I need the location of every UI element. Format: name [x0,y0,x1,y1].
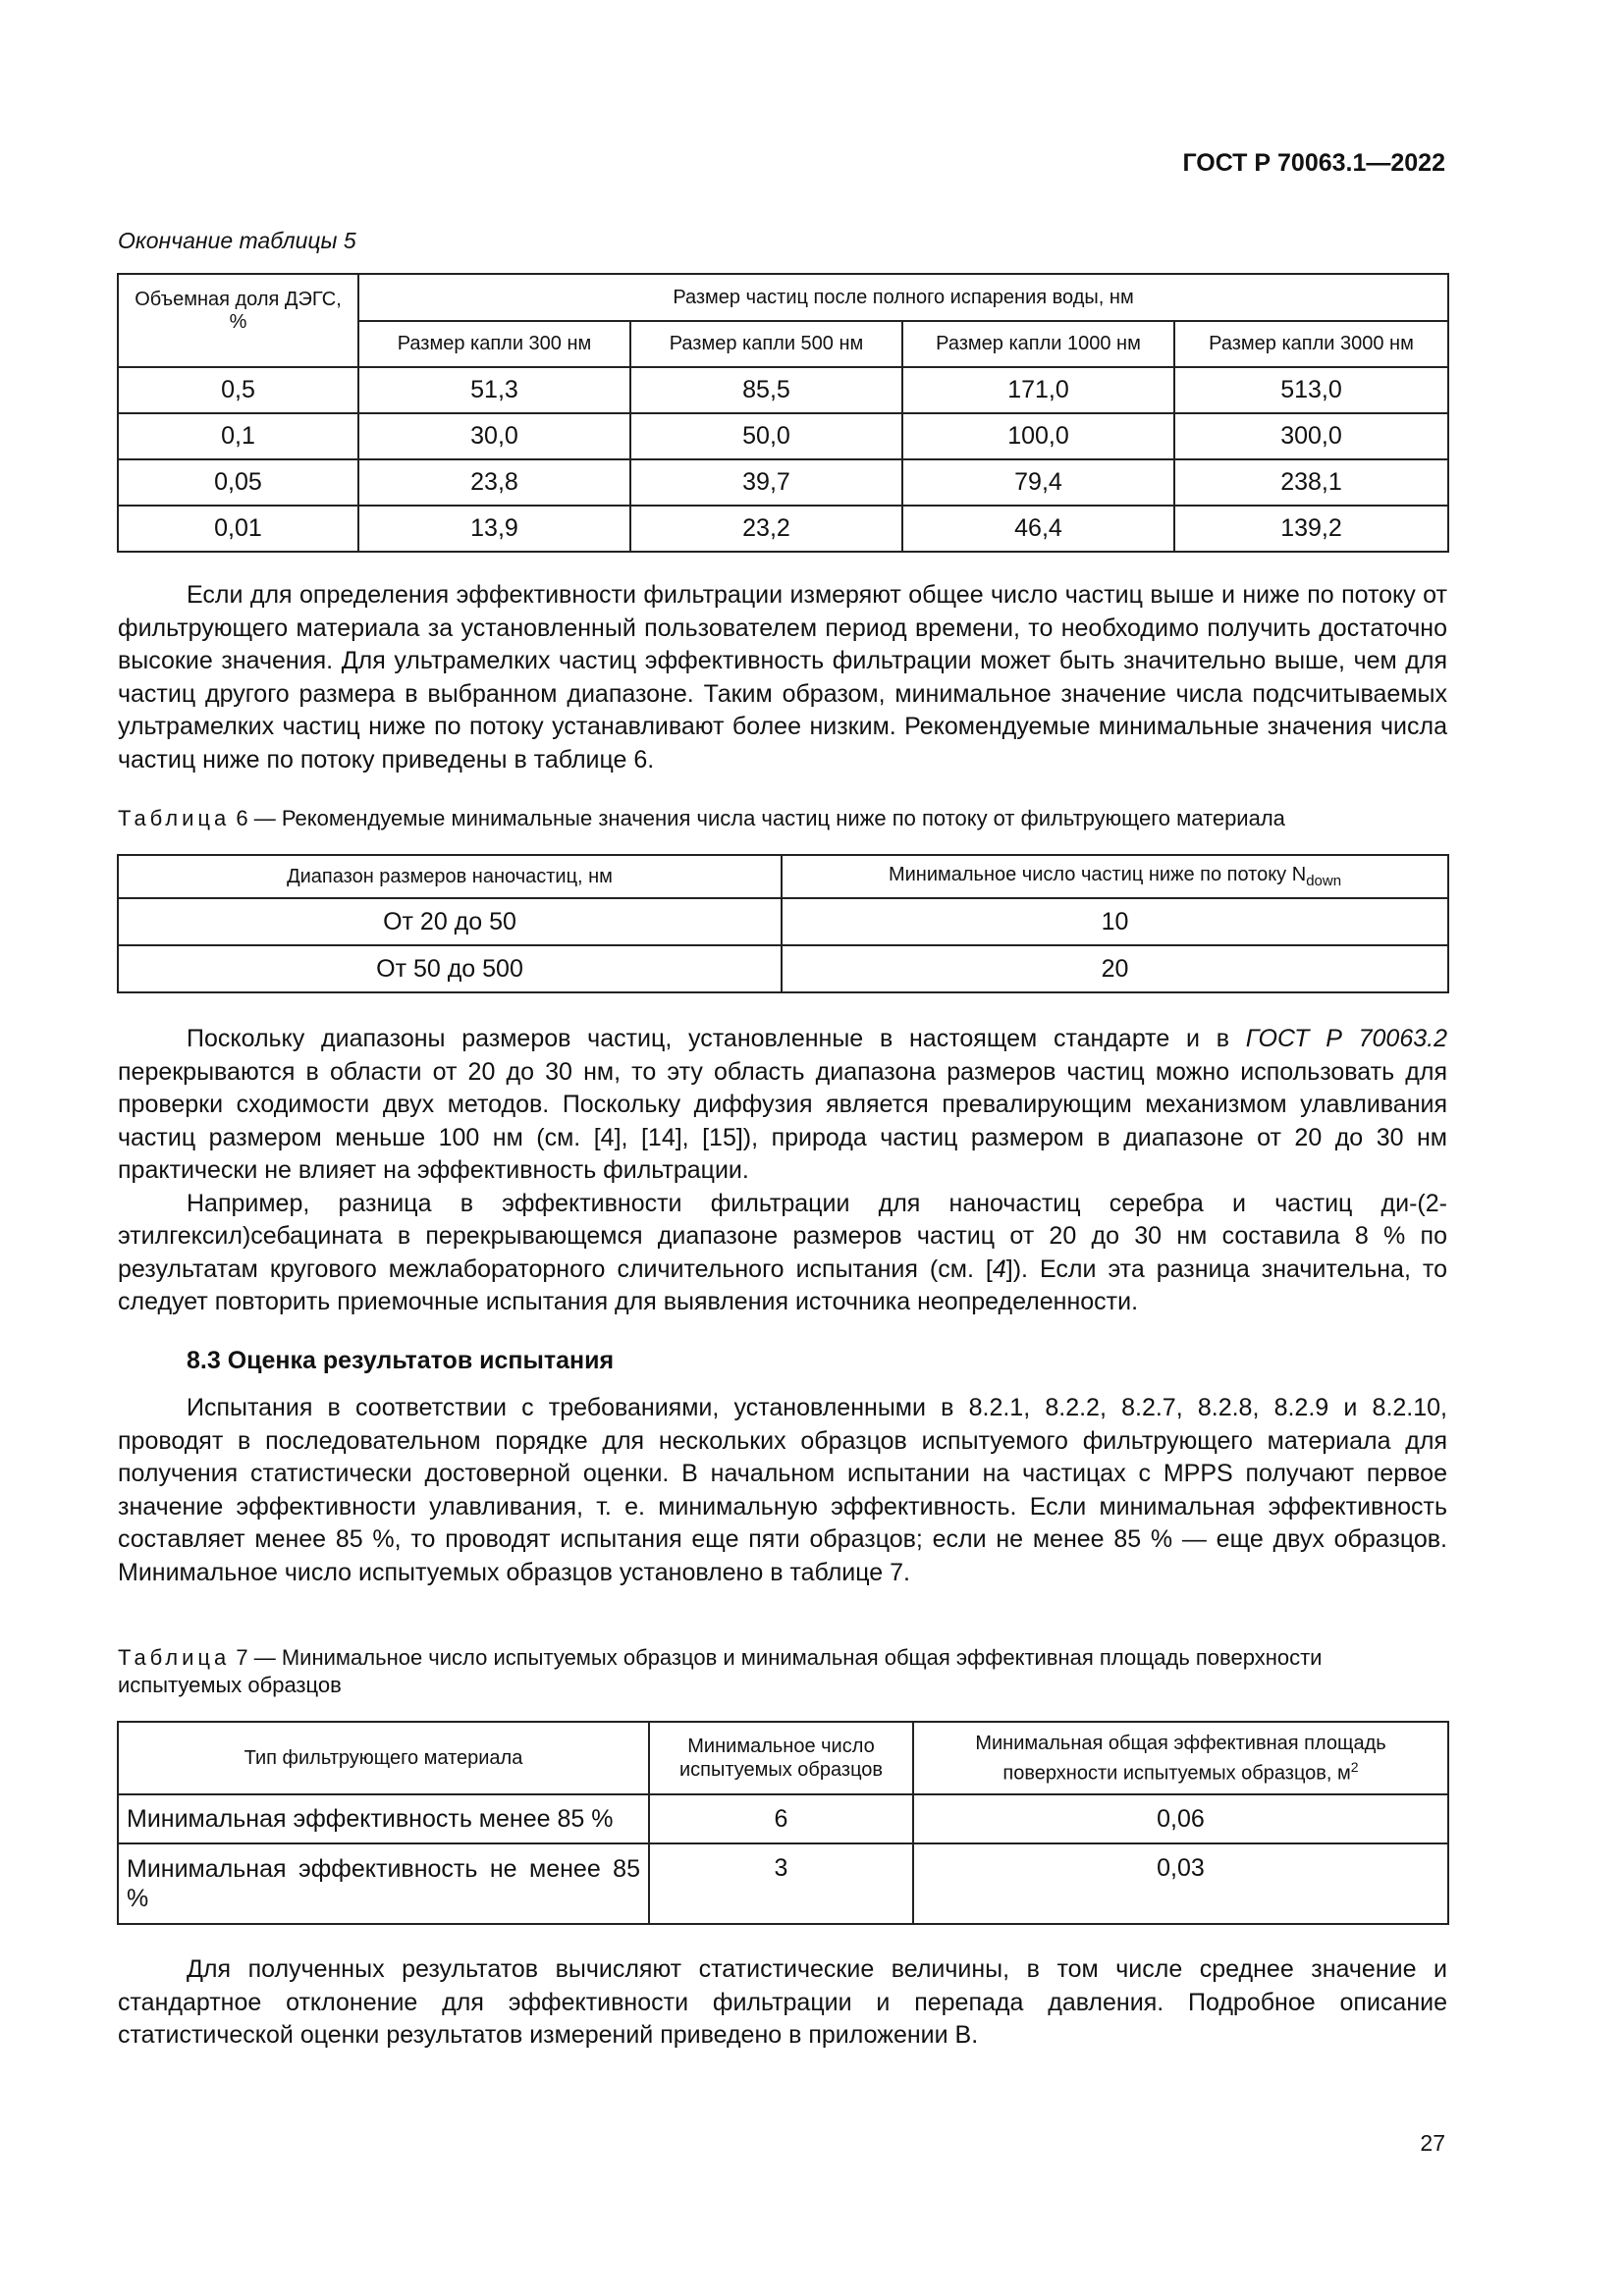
table7-col3-header-sup: 2 [1350,1758,1359,1775]
table-cell: 513,0 [1174,367,1448,413]
table-cell: 100,0 [902,413,1174,459]
table-cell: 0,06 [913,1794,1448,1843]
table5-subheader: Размер капли 1000 нм [902,321,1174,367]
table6-col2-header-sub: down [1306,873,1342,889]
table-row [118,945,1448,992]
table-cell: 79,4 [902,459,1174,506]
table-cell: 50,0 [630,413,902,459]
table7-caption-label: Таблица [118,1645,231,1670]
table-cell: 23,8 [358,459,630,506]
paragraph-text: Если для определения эффективности фильтрации измеряют общее число частиц выше и ниже по потоку от фильтрующего материала за установленный пользователем период времени, то необходимо получить достаточно высокие значения. Для ультрамелких частиц эффективность фильтрации может быть значительно выше, чем для частиц другого размера в выбранном диапазоне. Таким образом, минимальное значение числа подсчитываемых ультрамелких частиц ниже по потоку устанавливают более низким. Рекомендуемые минимальные значения числа частиц ниже по потоку приведены в таблице 6. [118,581,1447,774]
table-cell: От 50 до 500 [118,945,782,992]
table-cell: 13,9 [358,506,630,552]
table-6 [117,854,1449,993]
page-number: 27 [1420,2130,1445,2156]
paragraph-5 [118,1953,1447,2053]
table-row [118,459,1448,506]
paragraph-text-part: ]). Если эта разница значительна, то следует повторить приемочные испытания для выявления источника неопределенности. [118,1255,1447,1315]
table-cell: 30,0 [358,413,630,459]
table6-col1-header: Диапазон размеров наночастиц, нм [118,855,782,898]
paragraph-1 [118,579,1447,776]
table-row [118,898,1448,945]
paragraph-text: Для полученных результатов вычисляют статистические величины, в том числе среднее значение и стандартное отклонение для эффективности фильтрации и перепада давления. Подробное описание статистической оценки результатов измерений приведено в приложении В. [118,1955,1447,2049]
table-cell: 46,4 [902,506,1174,552]
section-heading: 8.3 Оценка результатов испытания [187,1347,615,1374]
paragraph-text: Испытания в соответствии с требованиями, установленными в 8.2.1, 8.2.2, 8.2.7, 8.2.8, 8.2.9 и 8.2.10, проводят в последовательном порядке для нескольких образцов испытуемого фильтрующего материала для получения статистически достоверной оценки. В начальном испытании на частицах с MPPS получают первое значение эффективности улавливания, т. е. минимальную эффективность. Если минимальная эффективность составляет менее 85 %, то проводят испытания еще пяти образцов; если не менее 85 % — еще двух образцов. Минимальное число испытуемых образцов установлено в таблице 7. [118,1394,1447,1586]
table-cell: 171,0 [902,367,1174,413]
table-5 [117,273,1449,553]
paragraph-text [118,1023,1447,1188]
table-cell: Минимальная эффективность не менее 85 % [118,1843,649,1924]
table-cell: 3 [649,1843,913,1924]
table7-caption [118,1644,1447,1699]
table-row [118,506,1448,552]
table6-caption-label: Таблица [118,806,231,830]
table-cell: 0,03 [913,1843,1448,1924]
table6-col2-header [782,855,1448,898]
table-cell: 85,5 [630,367,902,413]
table6-col2-header-text: Минимальное число частиц ниже по потоку N [888,864,1307,885]
table-cell: 238,1 [1174,459,1448,506]
table5-col0-header: Объемная доля ДЭГС, % [118,274,358,367]
table5-continuation-label: Окончание таблицы 5 [118,228,356,253]
paragraph-text-part: Например, разница в эффективности фильтрации для наночастиц серебра и частиц ди-(2-этилгексил)себацината в перекрывающемся диапазоне размеров частиц от 20 до 30 нм составила 8 % по результатам кругового межлабораторного сличительного испытания (см. [ [118,1189,1447,1283]
table-cell: 0,1 [118,413,358,459]
table-cell: 10 [782,898,1448,945]
table-cell: 20 [782,945,1448,992]
table7-col2-header: Минимальное число испытуемых образцов [649,1722,913,1794]
table-cell: 39,7 [630,459,902,506]
paragraph-text [118,1188,1447,1319]
paragraph-2 [118,1023,1447,1319]
table5-subheader: Размер капли 3000 нм [1174,321,1448,367]
table-cell: 23,2 [630,506,902,552]
paragraph-text-part: перекрываются в области от 20 до 30 нм, то эту область диапазона размеров частиц можно использовать для проверки сходимости двух методов. Поскольку диффузия является превалирующим механизмом улавливания частиц размером меньше 100 нм (см. [4], [14], [15]), природа частиц размером в диапазоне от 20 до 30 нм практически не влияет на эффективность фильтрации. [118,1057,1447,1184]
table-cell: 300,0 [1174,413,1448,459]
table-row [118,1794,1448,1843]
table-cell: 0,01 [118,506,358,552]
paragraph-4 [118,1392,1447,1589]
bibliography-reference: 4 [992,1255,1006,1283]
table7-col1-header: Тип фильтрующего материала [118,1722,649,1794]
table-7 [117,1721,1449,1925]
document-code: ГОСТ Р 70063.1—2022 [1182,149,1445,177]
table-cell: Минимальная эффективность менее 85 % [118,1794,649,1843]
table-row [118,367,1448,413]
standard-reference: ГОСТ Р 70063.2 [1245,1025,1447,1052]
table-cell: От 20 до 50 [118,898,782,945]
table-cell: 0,5 [118,367,358,413]
table-cell: 6 [649,1794,913,1843]
table5-subheader: Размер капли 300 нм [358,321,630,367]
table5-group-header: Размер частиц после полного испарения воды, нм [358,274,1448,321]
table-cell: 51,3 [358,367,630,413]
paragraph-text-part: Поскольку диапазоны размеров частиц, установленные в настоящем стандарте и в [187,1025,1246,1052]
table7-caption-text: 7 — Минимальное число испытуемых образцов и минимальная общая эффективная площадь поверхности испытуемых образцов [118,1645,1323,1697]
table6-caption [118,805,1447,832]
table5-subheader: Размер капли 500 нм [630,321,902,367]
table-row [118,1843,1448,1924]
table6-caption-text: 6 — Рекомендуемые минимальные значения числа частиц ниже по потоку от фильтрующего материала [236,806,1285,830]
table-cell: 139,2 [1174,506,1448,552]
table-row [118,413,1448,459]
table7-col3-header [913,1722,1448,1794]
table-cell: 0,05 [118,459,358,506]
table7-col3-header-text: Минимальная общая эффективная площадь поверхности испытуемых образцов, м [975,1732,1386,1785]
